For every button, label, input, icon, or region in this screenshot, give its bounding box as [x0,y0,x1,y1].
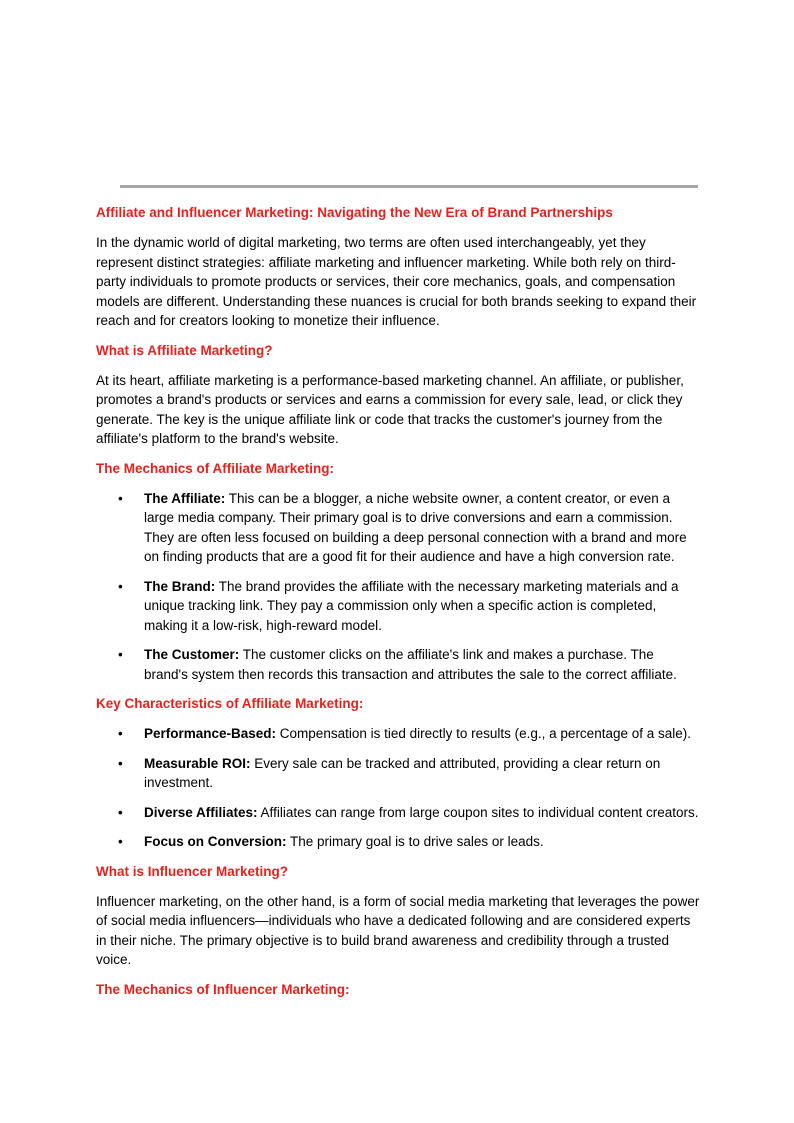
heading-what-is-influencer: What is Influencer Marketing? [96,863,289,879]
list-item-desc: Affiliates can range from large coupon sites to individual content creators. [257,804,699,820]
list-item-term: Focus on Conversion: [144,834,287,849]
horizontal-divider [120,185,698,188]
list-item [96,754,700,793]
list-item-desc: Compensation is tied directly to results (e.g., a percentage of a sale). [276,726,692,741]
heading-what-is-affiliate: What is Affiliate Marketing? [96,342,273,358]
affiliate-mechanics-list [96,489,700,685]
list-item-desc: The brand provides the affiliate with the necessary marketing materials and a unique tracking link. They pay a commission only when a specific action is completed, making it a low-risk, high-reward model. [144,578,679,633]
affiliate-characteristics-list [96,724,700,852]
document-title: Affiliate and Influencer Marketing: Navigating the New Era of Brand Partnerships [96,205,613,220]
heading-affiliate-characteristics: Key Characteristics of Affiliate Marketing: [96,696,364,711]
list-item [96,489,700,567]
list-item-desc: Every sale can be tracked and attributed, providing a clear return on investment. [144,755,661,790]
affiliate-definition-paragraph: At its heart, affiliate marketing is a performance-based marketing channel. An affiliate, or publisher, promotes a brand's products or services and earns a commission for every sale, lead, or click they generate. The key is the unique affiliate link or code that tracks the customer's journey from the affiliate's platform to the brand's website. [96,372,684,446]
list-item [96,577,700,636]
heading-affiliate-mechanics: The Mechanics of Affiliate Marketing: [96,460,335,476]
list-item-desc: The customer clicks on the affiliate's link and makes a purchase. The brand's system then records this transaction and attributes the sale to the correct affiliate. [144,647,677,682]
list-item-desc: This can be a blogger, a niche website owner, a content creator, or even a large media company. Their primary goal is to drive conversions and earn a commission. They are often less focused on building a deep personal connection with a brand and more on finding products that are a good fit for their audience and have a high conversion rate. [144,490,687,564]
heading-influencer-mechanics: The Mechanics of Influencer Marketing: [96,981,350,997]
document-body [96,203,700,1010]
list-item [96,724,700,744]
intro-paragraph: In the dynamic world of digital marketing, two terms are often used interchangeably, yet they represent distinct strategies: affiliate marketing and influencer marketing. While both rely on third-party individuals to promote products or services, their core mechanics, goals, and compensation models are different. Understanding these nuances is crucial for both brands seeking to expand their reach and for creators looking to monetize their influence. [96,235,697,328]
list-item-term: The Customer: [144,647,240,662]
list-item [96,645,700,684]
list-item-term: Diverse Affiliates: [144,804,258,820]
list-item-term: Performance-Based: [144,726,277,741]
list-item [96,803,700,823]
list-item-desc: The primary goal is to drive sales or leads. [286,834,544,849]
list-item-term: The Brand: [144,578,216,594]
list-item-term: The Affiliate: [144,490,226,506]
influencer-definition-paragraph: Influencer marketing, on the other hand, is a form of social media marketing that leverages the power of social media influencers—individuals who have a dedicated following and are considered experts in their niche. The primary objective is to build brand awareness and credibility through a trusted voice. [96,893,700,967]
list-item [96,832,700,852]
list-item-term: Measurable ROI: [144,755,251,771]
